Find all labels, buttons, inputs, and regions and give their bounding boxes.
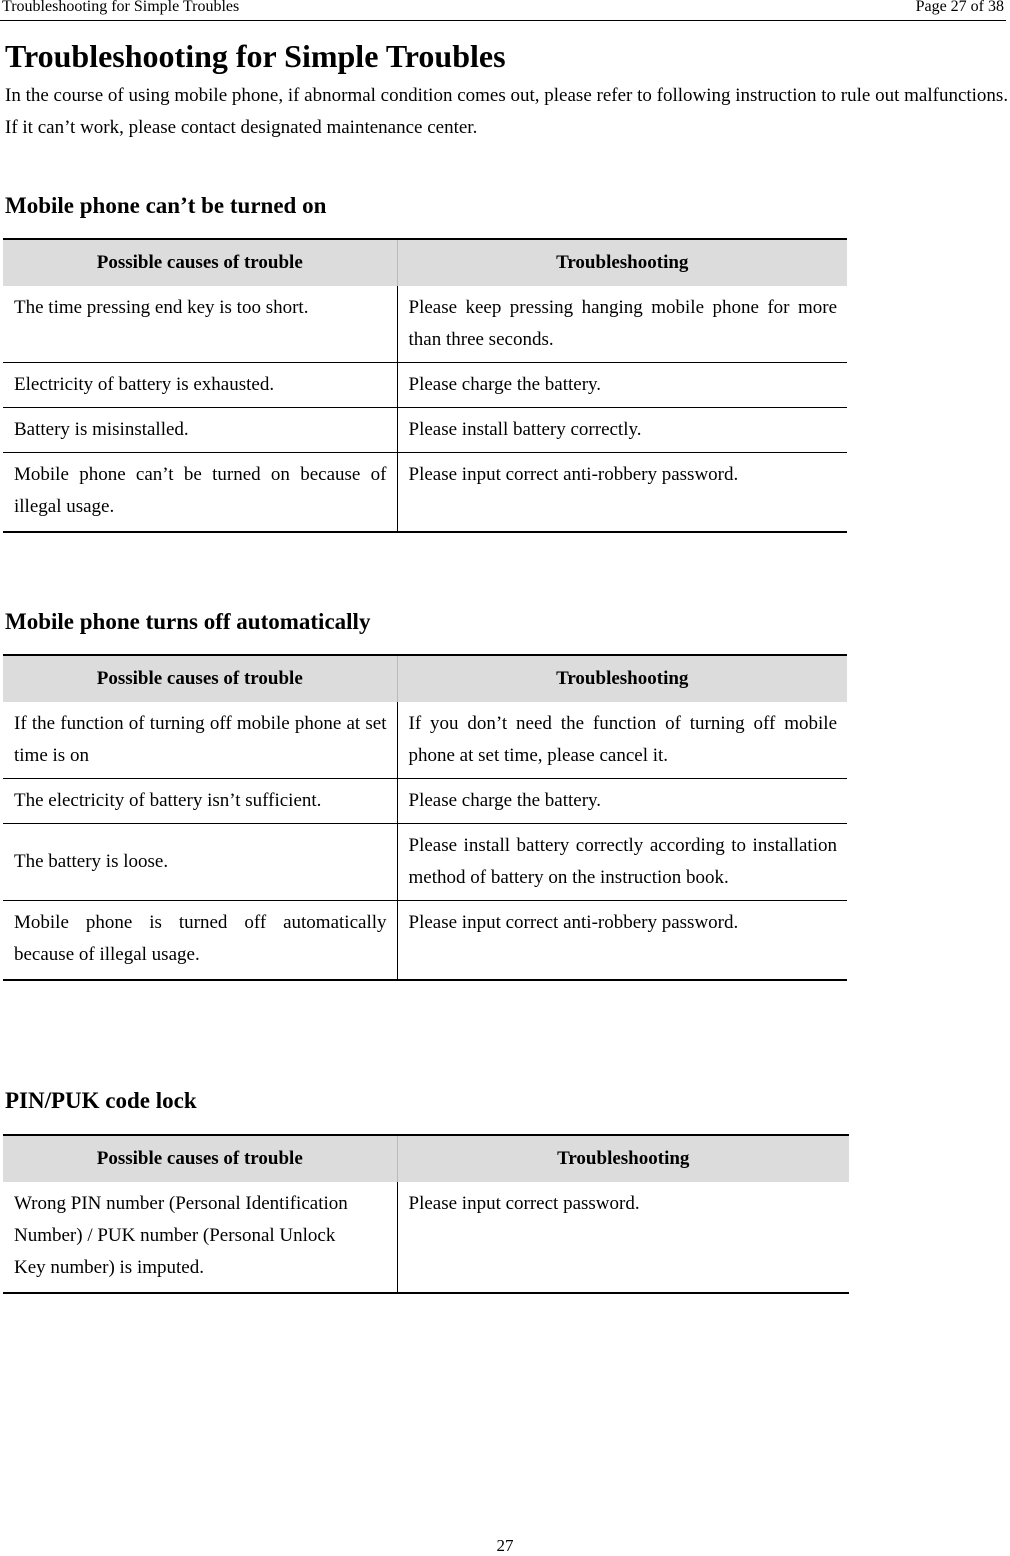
fix-cell: Please install battery correctly according to installation method of battery on the instruction book. <box>397 824 847 901</box>
header-page-indicator: Page 27 of 38 <box>915 0 1004 15</box>
intro-paragraph: In the course of using mobile phone, if abnormal condition comes out, please refer to following instruction to rule out malfunctions. If it can’t work, please contact designated maintenance center. <box>5 85 1009 138</box>
table-row <box>3 453 847 533</box>
cause-cell: Mobile phone can’t be turned on because of illegal usage. <box>3 453 397 533</box>
fix-cell: If you don’t need the function of turning off mobile phone at set time, please cancel it. <box>397 702 847 779</box>
cause-cell: Electricity of battery is exhausted. <box>3 363 397 408</box>
table-row <box>3 286 847 363</box>
cause-cell: Mobile phone is turned off automatically because of illegal usage. <box>3 901 397 981</box>
section-heading-turns-off: Mobile phone turns off automatically <box>5 609 371 634</box>
column-header-fix: Troubleshooting <box>397 655 847 702</box>
running-header <box>0 0 1006 21</box>
cause-cell: The time pressing end key is too short. <box>3 286 397 363</box>
table-row <box>3 901 847 981</box>
column-header-fix: Troubleshooting <box>397 239 847 286</box>
column-header-cause: Possible causes of trouble <box>3 1135 397 1182</box>
section-heading-pin-puk: PIN/PUK code lock <box>5 1088 197 1113</box>
table-header-row <box>3 239 847 286</box>
fix-cell: Please input correct anti-robbery password. <box>397 901 847 981</box>
column-header-fix: Troubleshooting <box>397 1135 849 1182</box>
cause-cell: Battery is misinstalled. <box>3 408 397 453</box>
page-title: Troubleshooting for Simple Troubles <box>5 38 506 74</box>
column-header-cause: Possible causes of trouble <box>3 655 397 702</box>
table-row <box>3 408 847 453</box>
table-header-row <box>3 655 847 702</box>
table-row <box>3 824 847 901</box>
table-pin-puk <box>3 1134 849 1294</box>
fix-cell: Please input correct anti-robbery password. <box>397 453 847 533</box>
fix-cell: Please charge the battery. <box>397 363 847 408</box>
fix-cell: Please input correct password. <box>397 1182 849 1293</box>
table-header-row <box>3 1135 849 1182</box>
column-header-cause: Possible causes of trouble <box>3 239 397 286</box>
fix-cell: Please keep pressing hanging mobile phone for more than three seconds. <box>397 286 847 363</box>
header-doc-title: Troubleshooting for Simple Troubles <box>2 0 240 15</box>
table-row <box>3 363 847 408</box>
page-number: 27 <box>496 1536 514 1555</box>
table-row <box>3 702 847 779</box>
cause-cell: If the function of turning off mobile phone at set time is on <box>3 702 397 779</box>
cause-cell: The electricity of battery isn’t sufficient. <box>3 779 397 824</box>
table-turn-on <box>3 238 847 533</box>
cause-cell: The battery is loose. <box>3 824 397 901</box>
section-heading-turn-on: Mobile phone can’t be turned on <box>5 193 327 218</box>
table-row <box>3 779 847 824</box>
table-turns-off <box>3 654 847 981</box>
table-row <box>3 1182 849 1293</box>
fix-cell: Please install battery correctly. <box>397 408 847 453</box>
fix-cell: Please charge the battery. <box>397 779 847 824</box>
cause-cell: Wrong PIN number (Personal Identification Number) / PUK number (Personal Unlock Key number) is imputed. <box>3 1182 397 1293</box>
